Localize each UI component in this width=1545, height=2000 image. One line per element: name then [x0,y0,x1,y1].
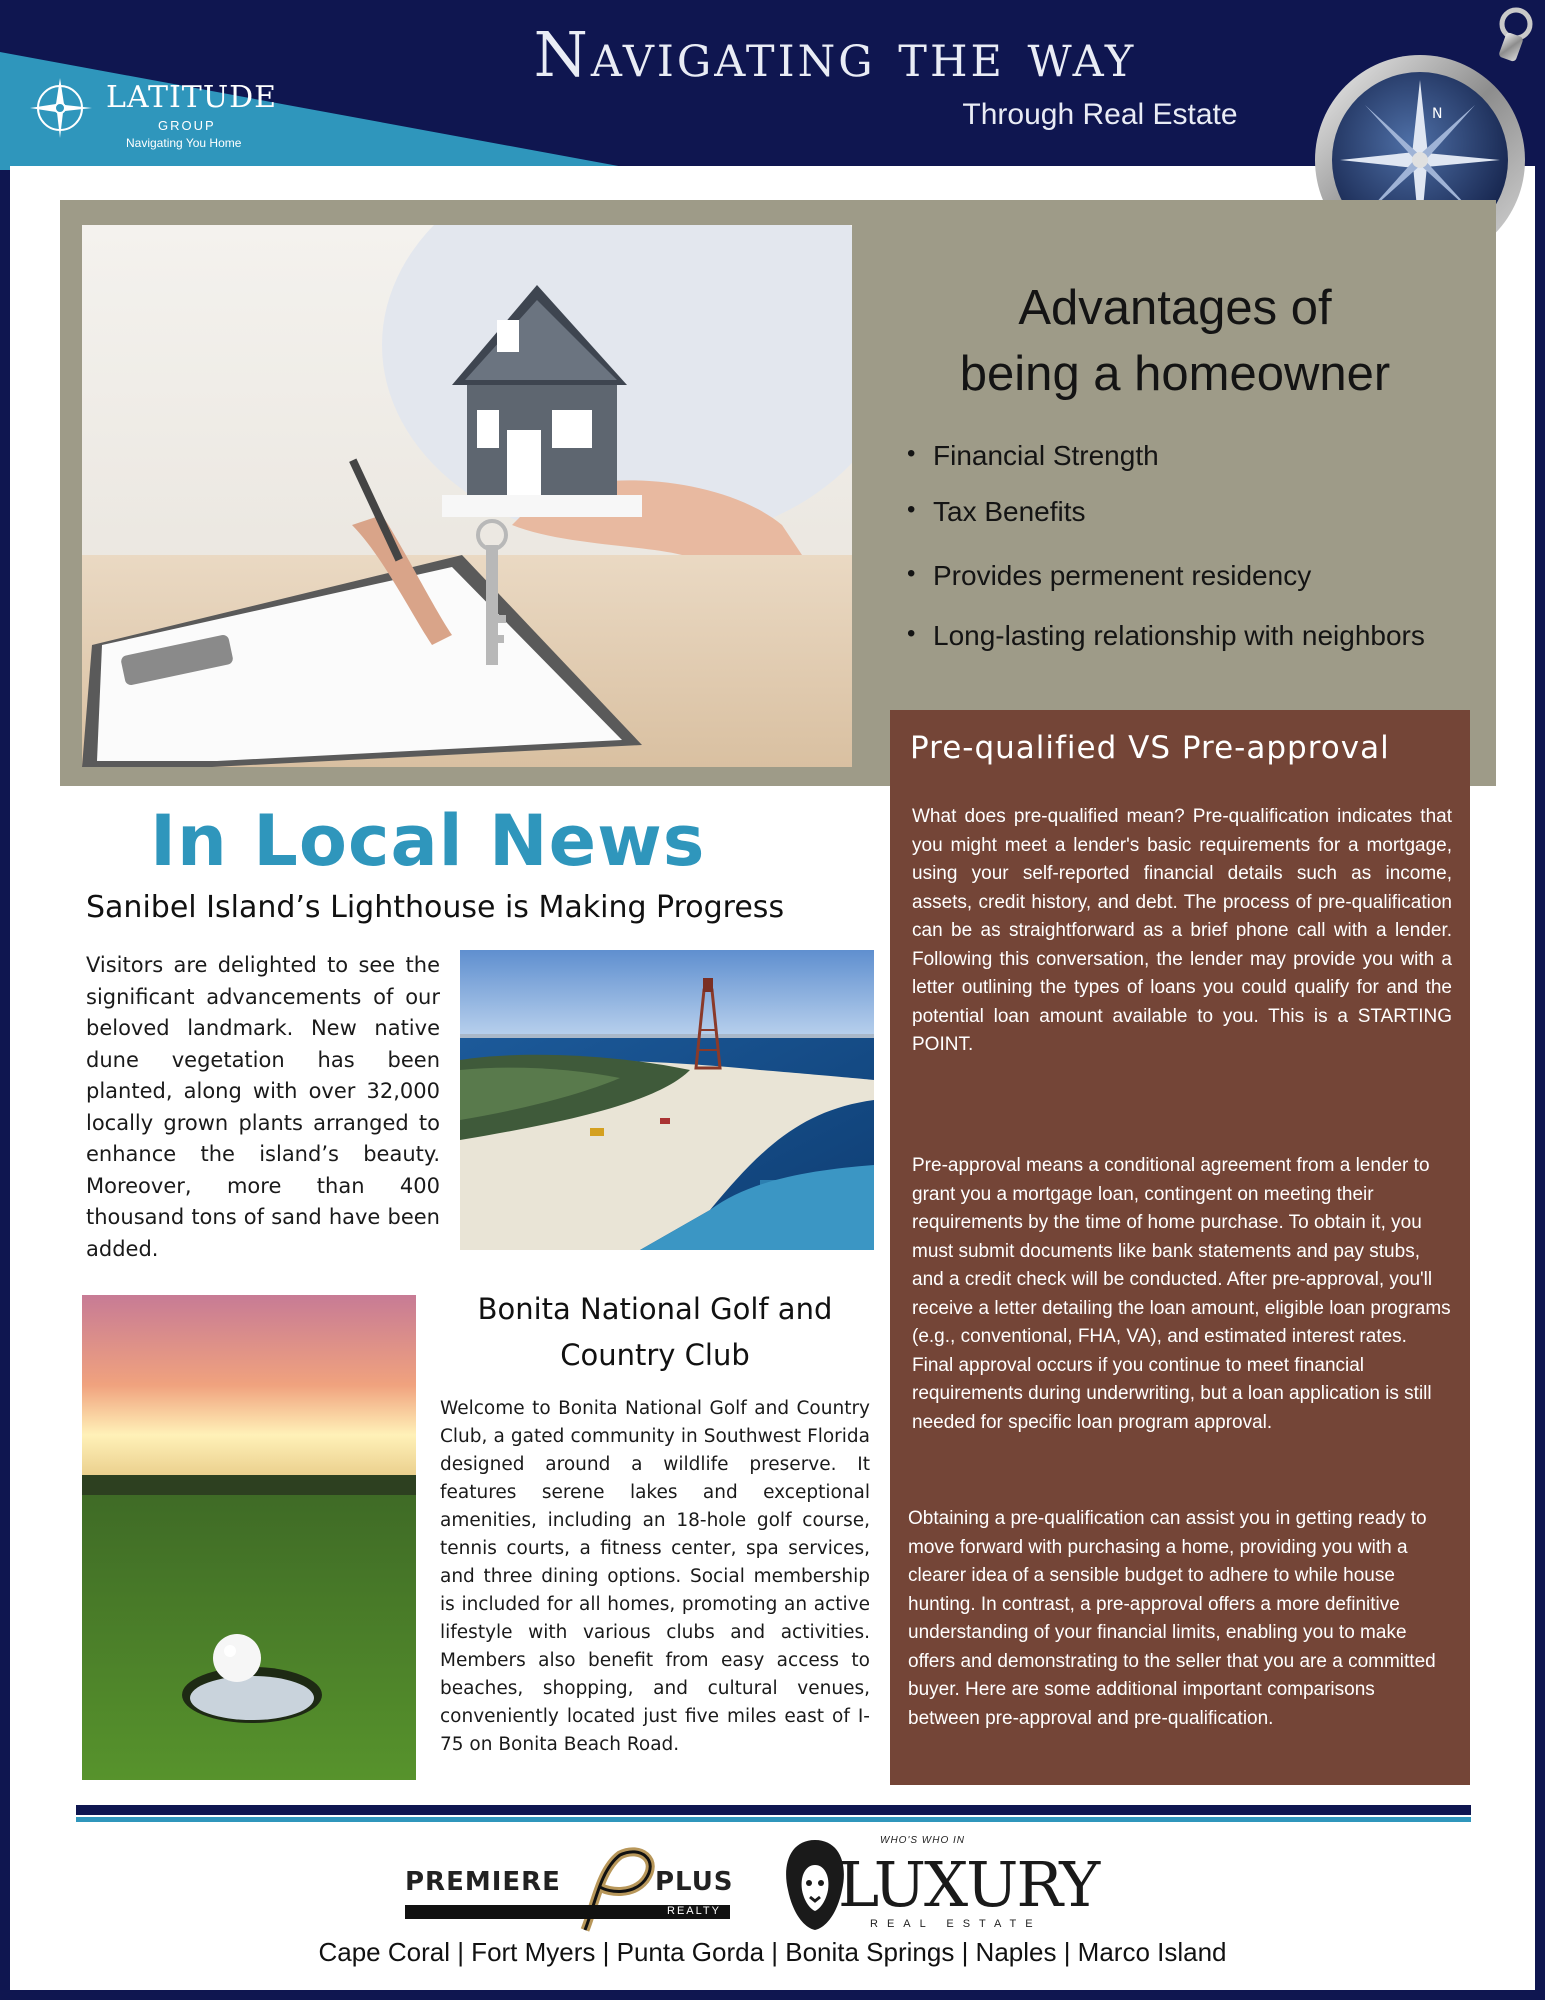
prequal-paragraph-3: Obtaining a pre-qualification can assist you in getting ready to move forward with purchasing a home, providing you with a clearer idea of a sensible budget to adhere to while house hunting. In contrast, a pre-approval offers a more definitive understanding of your financial limits, enabling you to make offers and demonstrating to the seller that you are a committed buyer. Here are some additional important comparisons between pre-approval and pre-qualification. [908,1508,1436,1729]
latitude-logo [22,72,292,154]
advantages-list [905,440,1475,650]
advantage-item: • Long-lasting relationship with neighbors [905,620,1475,650]
advantages-title-line2: being a homeowner [959,347,1391,401]
newsletter-title: Navigating the way [533,18,1137,91]
prequal-vs-preapproval-panel [890,710,1470,1785]
newsletter-subtitle: Through Real Estate [962,98,1238,131]
footer-rule-teal [76,1817,1471,1822]
local-news-title: In Local News [150,800,706,882]
advantage-item: • Provides permenent residency [905,560,1475,590]
bonita-heading-line2: Country Club [560,1338,750,1372]
bonita-heading-line1: Bonita National Golf and [477,1292,833,1326]
svg-text:N: N [1432,106,1443,122]
luxury-sub-text: REAL ESTATE [870,1918,1042,1930]
sanibel-heading: Sanibel Island’s Lighthouse is Making Progress [86,890,785,925]
advantages-title [880,275,1470,407]
sanibel-lighthouse-photo [460,950,874,1250]
logo-group: GROUP [158,118,216,133]
luxury-top-text: WHO'S WHO IN [880,1835,966,1846]
premiere-plus-logo [405,1845,735,1935]
house-model-photo [82,225,852,767]
advantage-item: • Financial Strength [905,440,1475,470]
advantage-item: • Tax Benefits [905,496,1475,526]
luxury-real-estate-logo [780,1830,1099,1940]
prequal-title: Pre-qualified VS Pre-approval [910,730,1390,766]
prequal-paragraph-2: Pre-approval means a conditional agreement from a lender to grant you a mortgage loan, contingent on meeting their requirements by the time of home purchase. To obtain it, you must submit documents like bank statements and pay stubs, and a credit check will be conducted. After pre-approval, you'll receive a letter detailing the loan amount, eligible loan programs (e.g., conventional, FHA, VA), and estimated interest rates. Final approval occurs if you continue to meet financial requirements during underwriting, but a loan application is still needed for specific loan program approval. [912,1155,1451,1433]
compass-rose-icon [22,72,102,142]
bonita-article-text: Welcome to Bonita National Golf and Country Club, a gated community in Southwest Florida designed around a wildlife preserve. It features serene lakes and exceptional amenities, including an 18-hole golf course, tennis courts, a fitness center, spa services, and three dining options. Social membership is included for all homes, promoting an active lifestyle with various clubs and activities. Members also benefit from easy access to beaches, shopping, and cultural venues, conveniently located just five miles east of I-75 on Bonita Beach Road. [440,1398,870,1755]
premiere-text: PREMIERE [405,1867,561,1897]
footer-rule-navy [76,1805,1471,1815]
logo-name: LATITUDE [106,80,278,115]
premiere-p-monogram-icon [555,1845,665,1935]
prequal-paragraph-1: What does pre-qualified mean? Pre-qualification indicates that you might meet a lender's basic requirements for a mortgage, using your self-reported financial details such as income, assets, credit history, and debt. The process of pre-qualification can be as straightforward as a brief phone call with a lender. Following this conversation, the lender may provide you with a letter outlining the types of loans you could qualify for and the potential loan amount available to you. This is a STARTING POINT. [912,806,1452,1055]
advantages-title-line1: Advantages of [1018,281,1332,335]
bonita-heading [440,1286,870,1378]
luxury-main-text: LUXURY [838,1848,1099,1921]
sanibel-article-text: Visitors are delighted to see the significant advancements of our beloved landmark. New native dune vegetation has been planted, along with over 32,000 locally grown plants arranged to enhance the island’s beauty. Moreover, more than 400 thousand tons of sand have been added. [86,953,440,1261]
realty-text: REALTY [667,1905,721,1917]
plus-text: PLUS [655,1867,734,1897]
service-cities: Cape Coral | Fort Myers | Punta Gorda | Bonita Springs | Naples | Marco Island [318,1937,1227,1967]
logo-tagline: Navigating You Home [126,136,242,150]
golf-hole-photo [82,1295,416,1780]
